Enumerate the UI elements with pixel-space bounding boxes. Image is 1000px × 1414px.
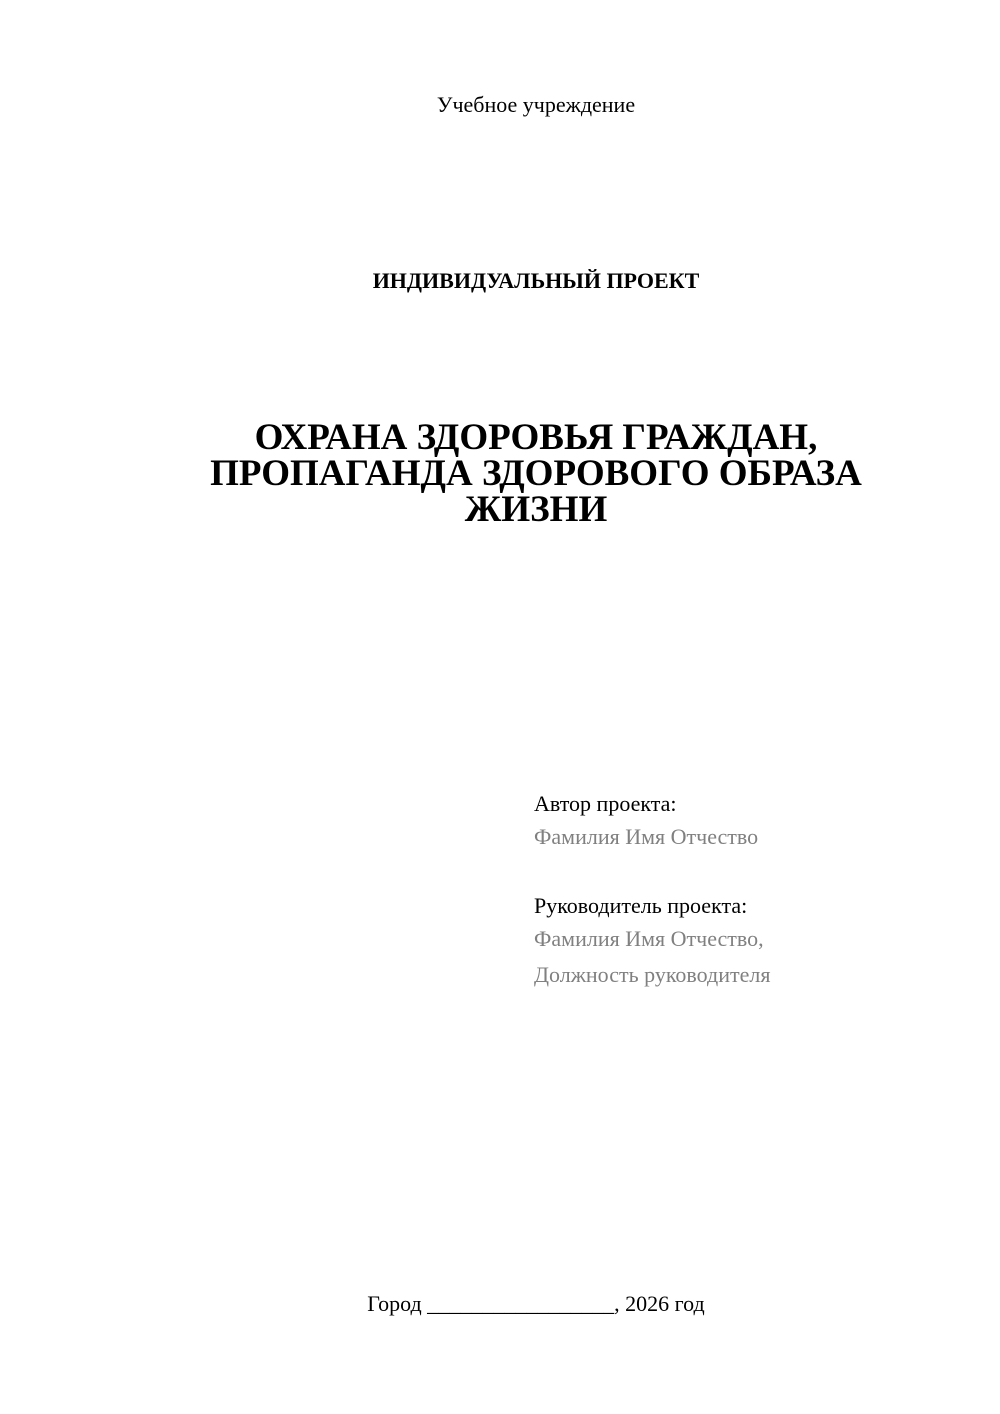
document-type: ИНДИВИДУАЛЬНЫЙ ПРОЕКТ — [372, 268, 700, 293]
institution-name: Учебное учреждение — [436, 92, 636, 117]
supervisor-name: Фамилия Имя Отчество, — [534, 926, 764, 951]
title-line-1: ОХРАНА ЗДОРОВЬЯ ГРАЖДАН, — [254, 417, 818, 458]
author-name: Фамилия Имя Отчество — [534, 824, 759, 849]
title-line-2: ПРОПАГАНДА ЗДОРОВОГО ОБРАЗА — [210, 453, 862, 494]
author-label: Автор проекта: — [534, 791, 677, 816]
spacer — [534, 855, 954, 891]
city-year-footer: Город _________________, 2026 год — [367, 1291, 705, 1316]
project-credits — [534, 789, 954, 993]
supervisor-position: Должность руководителя — [534, 962, 771, 987]
title-line-3: ЖИЗНИ — [464, 489, 608, 530]
project-title — [0, 417, 1000, 530]
supervisor-label: Руководитель проекта: — [534, 893, 748, 918]
